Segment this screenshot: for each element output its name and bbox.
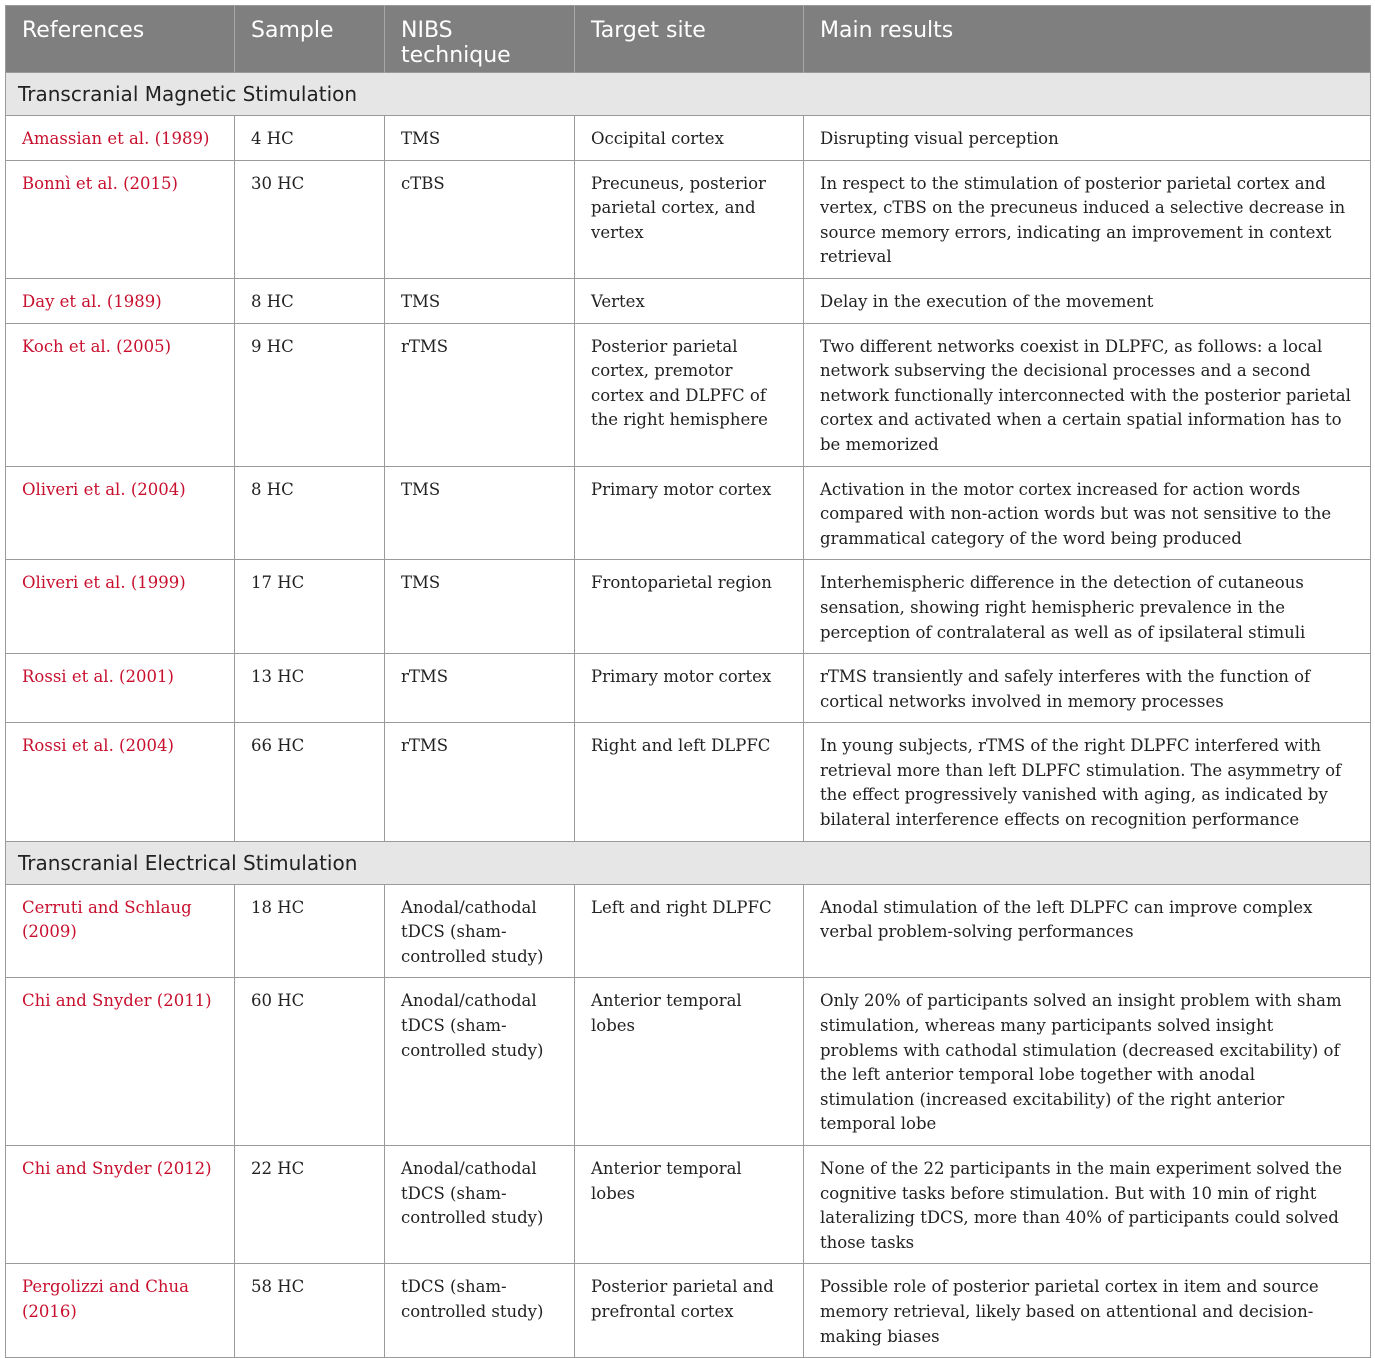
cell-sample: 60 HC <box>235 978 385 1146</box>
cell-technique: TMS <box>385 560 575 654</box>
table-row <box>6 466 1371 560</box>
table-row <box>6 723 1371 841</box>
header-main-results: Main results <box>804 6 1371 73</box>
cell-main-results: Anodal stimulation of the left DLPFC can improve complex verbal problem-solving performances <box>804 884 1371 978</box>
table-row <box>6 1264 1371 1358</box>
cell-main-results: None of the 22 participants in the main experiment solved the cognitive tasks before stimulation. But with 10 min of right lateralizing tDCS, more than 40% of participants could solved those tasks <box>804 1146 1371 1264</box>
table-row <box>6 278 1371 323</box>
cell-main-results: Delay in the execution of the movement <box>804 278 1371 323</box>
cell-main-results: Activation in the motor cortex increased for action words compared with non-action words but was not sensitive to the grammatical category of the word being produced <box>804 466 1371 560</box>
table-row <box>6 978 1371 1146</box>
cell-target-site: Occipital cortex <box>575 116 804 161</box>
cell-target-site: Vertex <box>575 278 804 323</box>
cell-technique: Anodal/cathodal tDCS (sham-controlled study) <box>385 884 575 978</box>
cell-sample: 4 HC <box>235 116 385 161</box>
cell-technique: Anodal/cathodal tDCS (sham-controlled study) <box>385 978 575 1146</box>
cell-technique: rTMS <box>385 723 575 841</box>
table-header <box>6 6 1371 73</box>
cell-sample: 17 HC <box>235 560 385 654</box>
cell-reference[interactable]: Rossi et al. (2001) <box>6 654 235 723</box>
cell-technique: TMS <box>385 278 575 323</box>
cell-sample: 8 HC <box>235 466 385 560</box>
cell-main-results: In respect to the stimulation of posterior parietal cortex and vertex, cTBS on the precuneus induced a selective decrease in source memory errors, indicating an improvement in context retrieval <box>804 160 1371 278</box>
cell-main-results: In young subjects, rTMS of the right DLPFC interfered with retrieval more than left DLPFC stimulation. The asymmetry of the effect progressively vanished with aging, as indicated by bilateral interference effects on recognition performance <box>804 723 1371 841</box>
cell-target-site: Posterior parietal and prefrontal cortex <box>575 1264 804 1358</box>
cell-technique: Anodal/cathodal tDCS (sham-controlled study) <box>385 1146 575 1264</box>
section-row <box>6 73 1371 116</box>
header-target-site: Target site <box>575 6 804 73</box>
cell-technique: cTBS <box>385 160 575 278</box>
header-nibs-technique: NIBS technique <box>385 6 575 73</box>
cell-reference[interactable]: Amassian et al. (1989) <box>6 116 235 161</box>
nibs-studies-table <box>5 5 1371 1358</box>
section-title: Transcranial Electrical Stimulation <box>6 841 1371 884</box>
cell-sample: 66 HC <box>235 723 385 841</box>
cell-main-results: rTMS transiently and safely interferes with the function of cortical networks involved in memory processes <box>804 654 1371 723</box>
cell-target-site: Anterior temporal lobes <box>575 1146 804 1264</box>
cell-reference[interactable]: Koch et al. (2005) <box>6 323 235 466</box>
cell-technique: TMS <box>385 466 575 560</box>
cell-main-results: Interhemispheric difference in the detection of cutaneous sensation, showing right hemispheric prevalence in the perception of contralateral as well as of ipsilateral stimuli <box>804 560 1371 654</box>
cell-sample: 58 HC <box>235 1264 385 1358</box>
table-row <box>6 654 1371 723</box>
table-body <box>6 73 1371 1358</box>
cell-target-site: Left and right DLPFC <box>575 884 804 978</box>
cell-reference[interactable]: Day et al. (1989) <box>6 278 235 323</box>
cell-reference[interactable]: Chi and Snyder (2011) <box>6 978 235 1146</box>
table-row <box>6 884 1371 978</box>
header-references: References <box>6 6 235 73</box>
cell-target-site: Posterior parietal cortex, premotor cortex and DLPFC of the right hemisphere <box>575 323 804 466</box>
cell-target-site: Primary motor cortex <box>575 654 804 723</box>
cell-main-results: Possible role of posterior parietal cortex in item and source memory retrieval, likely based on attentional and decision-making biases <box>804 1264 1371 1358</box>
cell-reference[interactable]: Pergolizzi and Chua (2016) <box>6 1264 235 1358</box>
cell-reference[interactable]: Cerruti and Schlaug (2009) <box>6 884 235 978</box>
cell-target-site: Primary motor cortex <box>575 466 804 560</box>
cell-technique: TMS <box>385 116 575 161</box>
cell-reference[interactable]: Bonnì et al. (2015) <box>6 160 235 278</box>
section-title: Transcranial Magnetic Stimulation <box>6 73 1371 116</box>
cell-main-results: Disrupting visual perception <box>804 116 1371 161</box>
cell-sample: 8 HC <box>235 278 385 323</box>
cell-target-site: Anterior temporal lobes <box>575 978 804 1146</box>
cell-main-results: Two different networks coexist in DLPFC, as follows: a local network subserving the decisional processes and a second network functionally interconnected with the posterior parietal cortex and activated when a certain spatial information has to be memorized <box>804 323 1371 466</box>
cell-reference[interactable]: Oliveri et al. (2004) <box>6 466 235 560</box>
cell-technique: rTMS <box>385 323 575 466</box>
cell-target-site: Frontoparietal region <box>575 560 804 654</box>
section-row <box>6 841 1371 884</box>
cell-reference[interactable]: Rossi et al. (2004) <box>6 723 235 841</box>
cell-reference[interactable]: Oliveri et al. (1999) <box>6 560 235 654</box>
cell-sample: 13 HC <box>235 654 385 723</box>
cell-target-site: Precuneus, posterior parietal cortex, and vertex <box>575 160 804 278</box>
table-row <box>6 323 1371 466</box>
header-sample: Sample <box>235 6 385 73</box>
cell-main-results: Only 20% of participants solved an insight problem with sham stimulation, whereas many participants solved insight problems with cathodal stimulation (decreased excitability) of the left anterior temporal lobe together with anodal stimulation (increased excitability) of the right anterior temporal lobe <box>804 978 1371 1146</box>
cell-technique: tDCS (sham-controlled study) <box>385 1264 575 1358</box>
cell-sample: 22 HC <box>235 1146 385 1264</box>
cell-target-site: Right and left DLPFC <box>575 723 804 841</box>
cell-sample: 30 HC <box>235 160 385 278</box>
header-row <box>6 6 1371 73</box>
cell-technique: rTMS <box>385 654 575 723</box>
cell-sample: 9 HC <box>235 323 385 466</box>
table-row <box>6 1146 1371 1264</box>
cell-reference[interactable]: Chi and Snyder (2012) <box>6 1146 235 1264</box>
table-row <box>6 560 1371 654</box>
cell-sample: 18 HC <box>235 884 385 978</box>
table-row <box>6 160 1371 278</box>
table-row <box>6 116 1371 161</box>
